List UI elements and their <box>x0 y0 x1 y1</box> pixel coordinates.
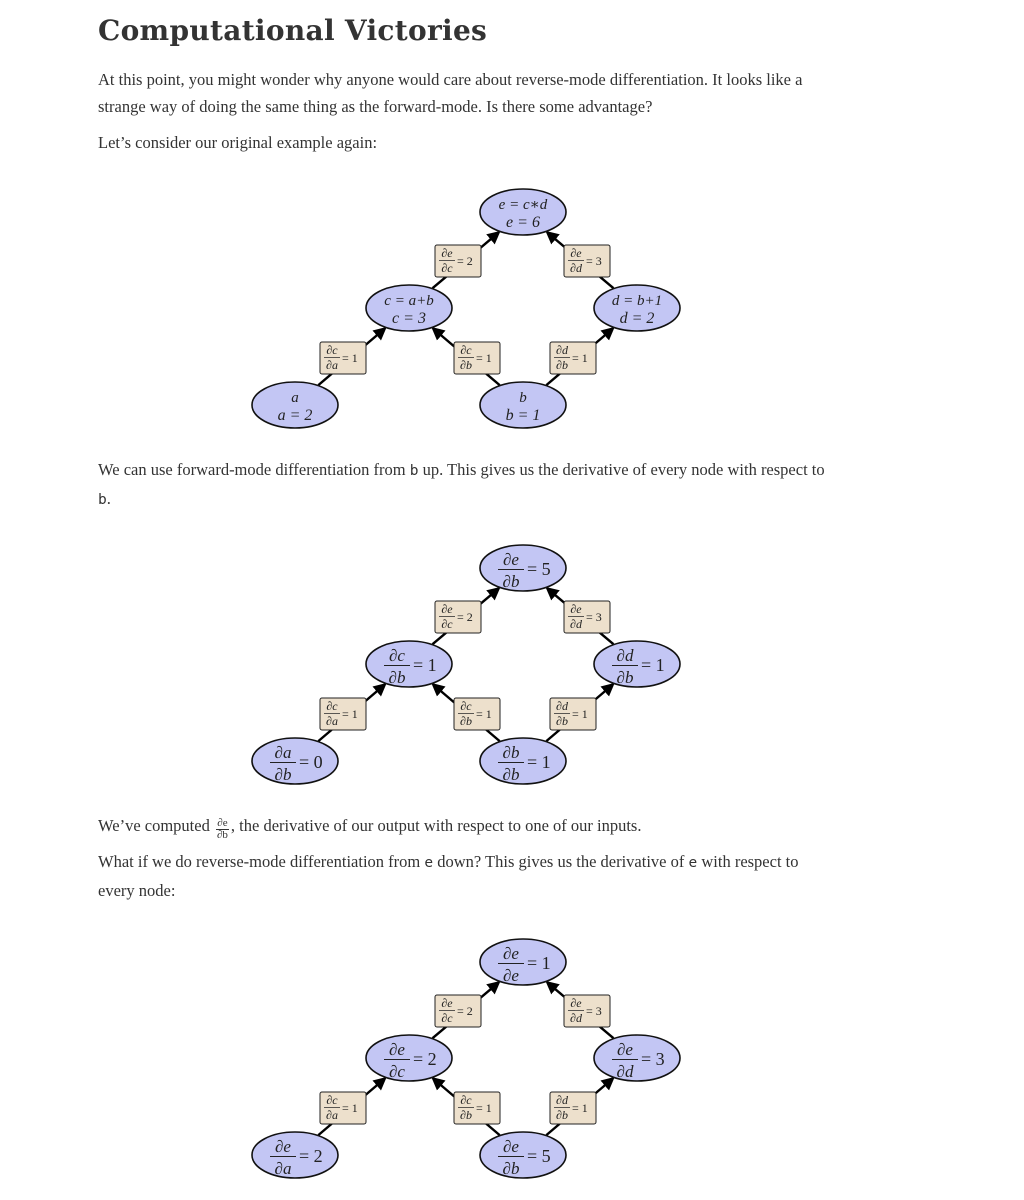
node-expression: b <box>519 390 527 406</box>
edge-partial-den: ∂a <box>326 1108 338 1122</box>
graph-reverse-mode <box>0 930 1024 1190</box>
node-partial-value: = 2 <box>413 1049 437 1069</box>
node-expression: c = a+b <box>384 293 434 309</box>
reverse-mid: down? This gives us the derivative of <box>433 852 689 871</box>
forward-mode-paragraph <box>98 456 838 514</box>
inline-fraction-den: ∂b <box>216 829 228 841</box>
reverse-pre: What if we do reverse-mode differentiation from <box>98 852 425 871</box>
edge-label-ca <box>320 1092 366 1124</box>
edge-label-ec <box>435 601 481 633</box>
node-partial-den: ∂b <box>616 668 634 687</box>
edge-partial-value: = 1 <box>476 707 492 721</box>
node-expression: e = c∗d <box>498 197 548 213</box>
node-partial-den: ∂b <box>502 765 520 784</box>
edge-partial-den: ∂d <box>570 617 582 631</box>
reverse-mode-paragraph <box>98 848 838 904</box>
node-b <box>480 382 566 428</box>
edge-partial-num: ∂c <box>460 699 472 713</box>
forward-mid: up. This gives us the derivative of every node with respect to <box>418 460 825 479</box>
node-partial-num: ∂d <box>616 646 634 665</box>
edge-partial-num: ∂c <box>460 1093 472 1107</box>
node-partial-den: ∂b <box>502 572 520 591</box>
inline-fraction <box>216 818 229 841</box>
node-partial-den: ∂a <box>274 1159 292 1178</box>
edge-label-db <box>550 1092 596 1124</box>
node-partial-num: ∂e <box>389 1040 405 1059</box>
section-heading: Computational Victories <box>98 14 488 47</box>
edge-partial-den: ∂c <box>441 617 453 631</box>
node-value: d = 2 <box>619 310 655 327</box>
edge-label-cb <box>454 698 500 730</box>
edge-partial-value: = 1 <box>572 707 588 721</box>
edge-partial-num: ∂d <box>556 343 568 357</box>
node-partial-value: = 1 <box>641 655 665 675</box>
node-a <box>252 382 338 428</box>
edge-partial-value: = 3 <box>586 1004 602 1018</box>
node-e <box>480 189 566 235</box>
node-ellipse <box>480 738 566 784</box>
node-partial-value: = 1 <box>527 752 551 772</box>
edge-label-ec <box>435 245 481 277</box>
node-partial-num: ∂e <box>503 1137 519 1156</box>
edge-partial-num: ∂e <box>441 602 453 616</box>
edge-partial-den: ∂b <box>556 714 568 728</box>
node-ellipse <box>480 939 566 985</box>
edge-label-ed <box>564 995 610 1027</box>
edge-partial-value: = 1 <box>476 1101 492 1115</box>
node-d <box>594 285 680 331</box>
graph-forward-mode <box>0 536 1024 796</box>
node-ellipse <box>366 1035 452 1081</box>
node-partial-den: ∂e <box>503 966 519 985</box>
edge-partial-num: ∂c <box>326 699 338 713</box>
node-partial-num: ∂e <box>617 1040 633 1059</box>
edge-label-ed <box>564 245 610 277</box>
edge-label-db <box>550 342 596 374</box>
edge-partial-den: ∂c <box>441 261 453 275</box>
node-partial-den: ∂c <box>389 1062 405 1081</box>
node-expression: d = b+1 <box>611 293 663 309</box>
edge-label-ed <box>564 601 610 633</box>
node-e <box>480 545 566 591</box>
node-partial-value: = 1 <box>413 655 437 675</box>
node-a <box>252 1132 338 1178</box>
node-partial-num: ∂a <box>274 743 292 762</box>
node-ellipse <box>594 641 680 687</box>
edge-partial-value: = 3 <box>586 610 602 624</box>
edge-partial-den: ∂d <box>570 1011 582 1025</box>
edge-label-ca <box>320 698 366 730</box>
node-partial-den: ∂b <box>274 765 292 784</box>
node-c <box>366 641 452 687</box>
node-partial-value: = 2 <box>299 1146 323 1166</box>
edge-partial-num: ∂e <box>570 602 582 616</box>
node-partial-den: ∂b <box>502 1159 520 1178</box>
edge-partial-value: = 1 <box>342 707 358 721</box>
node-ellipse <box>252 738 338 784</box>
edge-partial-den: ∂c <box>441 1011 453 1025</box>
inline-fraction-num: ∂e <box>217 817 228 829</box>
node-d <box>594 1035 680 1081</box>
edge-partial-den: ∂b <box>556 1108 568 1122</box>
node-d <box>594 641 680 687</box>
edge-partial-num: ∂c <box>326 1093 338 1107</box>
node-partial-value: = 0 <box>299 752 323 772</box>
node-partial-num: ∂e <box>503 944 519 963</box>
node-ellipse <box>480 545 566 591</box>
edge-partial-den: ∂b <box>460 358 472 372</box>
node-ellipse <box>252 1132 338 1178</box>
edge-partial-value: = 1 <box>342 351 358 365</box>
edge-partial-num: ∂d <box>556 699 568 713</box>
edge-partial-num: ∂e <box>570 246 582 260</box>
edge-partial-den: ∂a <box>326 358 338 372</box>
edge-label-db <box>550 698 596 730</box>
node-partial-value: = 5 <box>527 559 551 579</box>
var-b-1: b <box>409 463 419 479</box>
edge-label-cb <box>454 342 500 374</box>
edge-partial-num: ∂e <box>570 996 582 1010</box>
edge-label-cb <box>454 1092 500 1124</box>
edge-partial-num: ∂d <box>556 1093 568 1107</box>
node-partial-num: ∂e <box>503 550 519 569</box>
graph-original <box>0 180 1024 440</box>
reverse-post: with respect to every node: <box>98 852 799 900</box>
node-partial-value: = 3 <box>641 1049 665 1069</box>
edge-partial-den: ∂b <box>460 714 472 728</box>
node-expression: a <box>291 390 299 406</box>
edge-partial-den: ∂d <box>570 261 582 275</box>
node-value: c = 3 <box>392 310 426 327</box>
node-partial-value: = 5 <box>527 1146 551 1166</box>
node-a <box>252 738 338 784</box>
node-partial-den: ∂d <box>616 1062 634 1081</box>
node-partial-value: = 1 <box>527 953 551 973</box>
forward-pre: We can use forward-mode differentiation from <box>98 460 410 479</box>
node-partial-den: ∂b <box>388 668 406 687</box>
edge-partial-num: ∂e <box>441 996 453 1010</box>
var-e-1: e <box>424 855 434 871</box>
node-partial-num: ∂b <box>502 743 520 762</box>
edge-label-ca <box>320 342 366 374</box>
edge-partial-num: ∂c <box>326 343 338 357</box>
edge-partial-value: = 1 <box>476 351 492 365</box>
edge-partial-value: = 2 <box>457 254 473 268</box>
node-c <box>366 1035 452 1081</box>
node-partial-num: ∂c <box>389 646 405 665</box>
node-ellipse <box>366 641 452 687</box>
edge-partial-value: = 1 <box>572 1101 588 1115</box>
node-ellipse <box>594 1035 680 1081</box>
node-b <box>480 1132 566 1178</box>
intro-paragraph: At this point, you might wonder why anyone would care about reverse-mode differentiation. It looks like a strange way of doing the same thing as the forward-mode. Is there some advantage? <box>98 70 803 116</box>
computed-paragraph <box>98 812 838 841</box>
edge-partial-den: ∂b <box>460 1108 472 1122</box>
var-b-2: b <box>98 492 107 508</box>
computed-post: , the derivative of our output with respect to one of our inputs. <box>230 816 642 835</box>
node-value: b = 1 <box>505 407 541 424</box>
edge-partial-den: ∂b <box>556 358 568 372</box>
computed-pre: We’ve computed <box>98 816 214 835</box>
node-b <box>480 738 566 784</box>
edge-partial-value: = 2 <box>457 610 473 624</box>
edge-partial-value: = 2 <box>457 1004 473 1018</box>
node-partial-num: ∂e <box>275 1137 291 1156</box>
var-e-2: e <box>688 855 698 871</box>
edge-partial-den: ∂a <box>326 714 338 728</box>
forward-post: . <box>106 489 111 508</box>
node-c <box>366 285 452 331</box>
edge-label-ec <box>435 995 481 1027</box>
edge-partial-num: ∂e <box>441 246 453 260</box>
example-paragraph: Let’s consider our original example again: <box>98 133 378 152</box>
edge-partial-num: ∂c <box>460 343 472 357</box>
edge-partial-value: = 3 <box>586 254 602 268</box>
node-e <box>480 939 566 985</box>
edge-partial-value: = 1 <box>572 351 588 365</box>
node-value: a = 2 <box>277 407 313 424</box>
edge-partial-value: = 1 <box>342 1101 358 1115</box>
node-value: e = 6 <box>506 214 540 231</box>
node-ellipse <box>480 1132 566 1178</box>
